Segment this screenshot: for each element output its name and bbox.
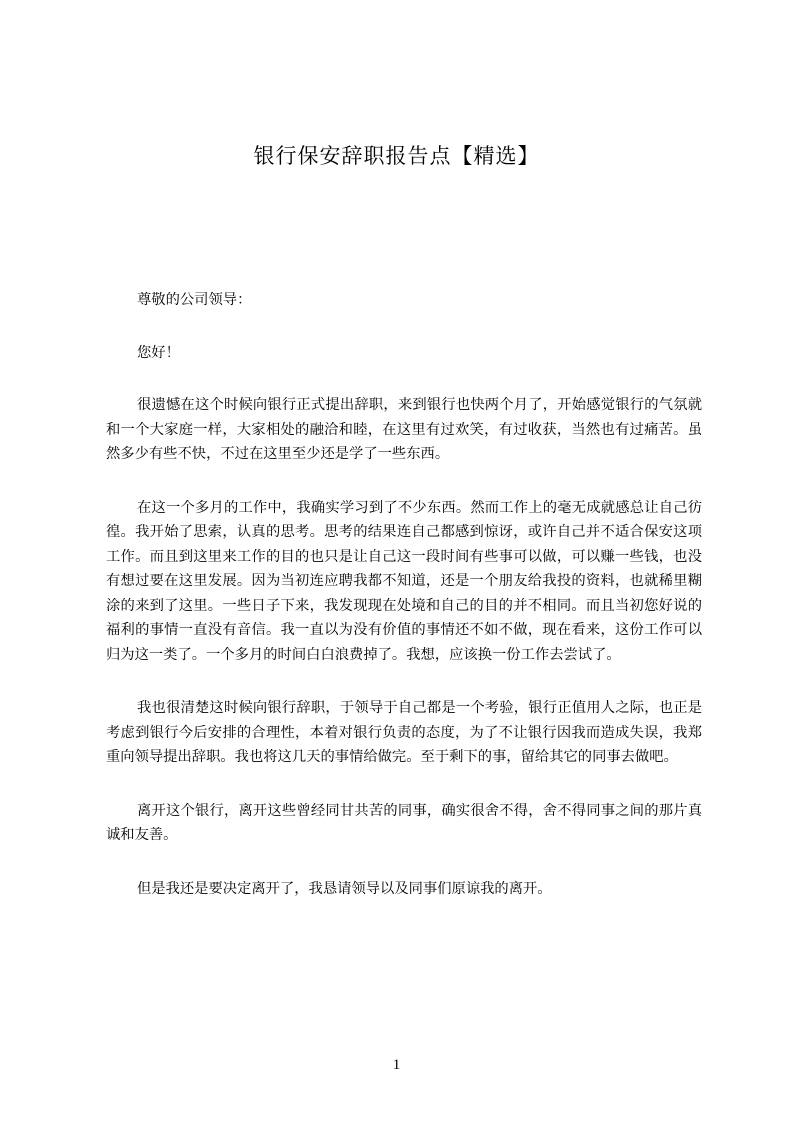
greeting: 您好！ xyxy=(137,344,180,361)
paragraph: 很遗憾在这个时候向银行正式提出辞职，来到银行也快两个月了，开始感觉银行的气氛就和一个大家庭一样，大家相处的融洽和睦，在这里有过欢笑，有过收获，当然也有过痛苦。虽然多少有些不快，不过在这里至少还是学了一些东西。 xyxy=(106,397,702,462)
paragraph: 我也很清楚这时候向银行辞职，于领导于自己都是一个考验，银行正值用人之际，也正是考虑到银行今后安排的合理性，本着对银行负责的态度，为了不让银行因我而造成失误，我郑重向领导提出辞职。我也将这几天的事情给做完。至于剩下的事，留给其它的同事去做吧。 xyxy=(106,700,702,765)
page-number: 1 xyxy=(392,1057,401,1073)
document-body xyxy=(106,288,702,930)
paragraph: 在这一个多月的工作中，我确实学习到了不少东西。然而工作上的毫无成就感总让自己彷徨。我开始了思索，认真的思考。思考的结果连自己都感到惊讶，或许自己并不适合保安这项工作。而且到这里来工作的目的也只是让自己这一段时间有些事可以做，可以赚一些钱，也没有想过要在这里发展。因为当初连应聘我都不知道，还是一个朋友给我投的资料，也就稀里糊涂的来到了这里。一些日子下来，我发现现在处境和自己的目的并不相同。而且当初您好说的福利的事情一直没有音信。我一直以为没有价值的事情还不如不做，现在看来，这份工作可以归为这一类了。一个多月的时间白白浪费掉了。我想，应该换一份工作去尝试了。 xyxy=(106,499,702,663)
salutation: 尊敬的公司领导： xyxy=(137,292,252,308)
paragraph: 但是我还是要决定离开了，我恳请领导以及同事们原谅我的离开。 xyxy=(137,880,552,897)
paragraph: 离开这个银行，离开这些曾经同甘共苦的同事，确实很舍不得，舍不得同事之间的那片真诚和友善。 xyxy=(106,802,702,843)
document-title: 银行保安辞职报告点【精选】 xyxy=(253,144,540,168)
